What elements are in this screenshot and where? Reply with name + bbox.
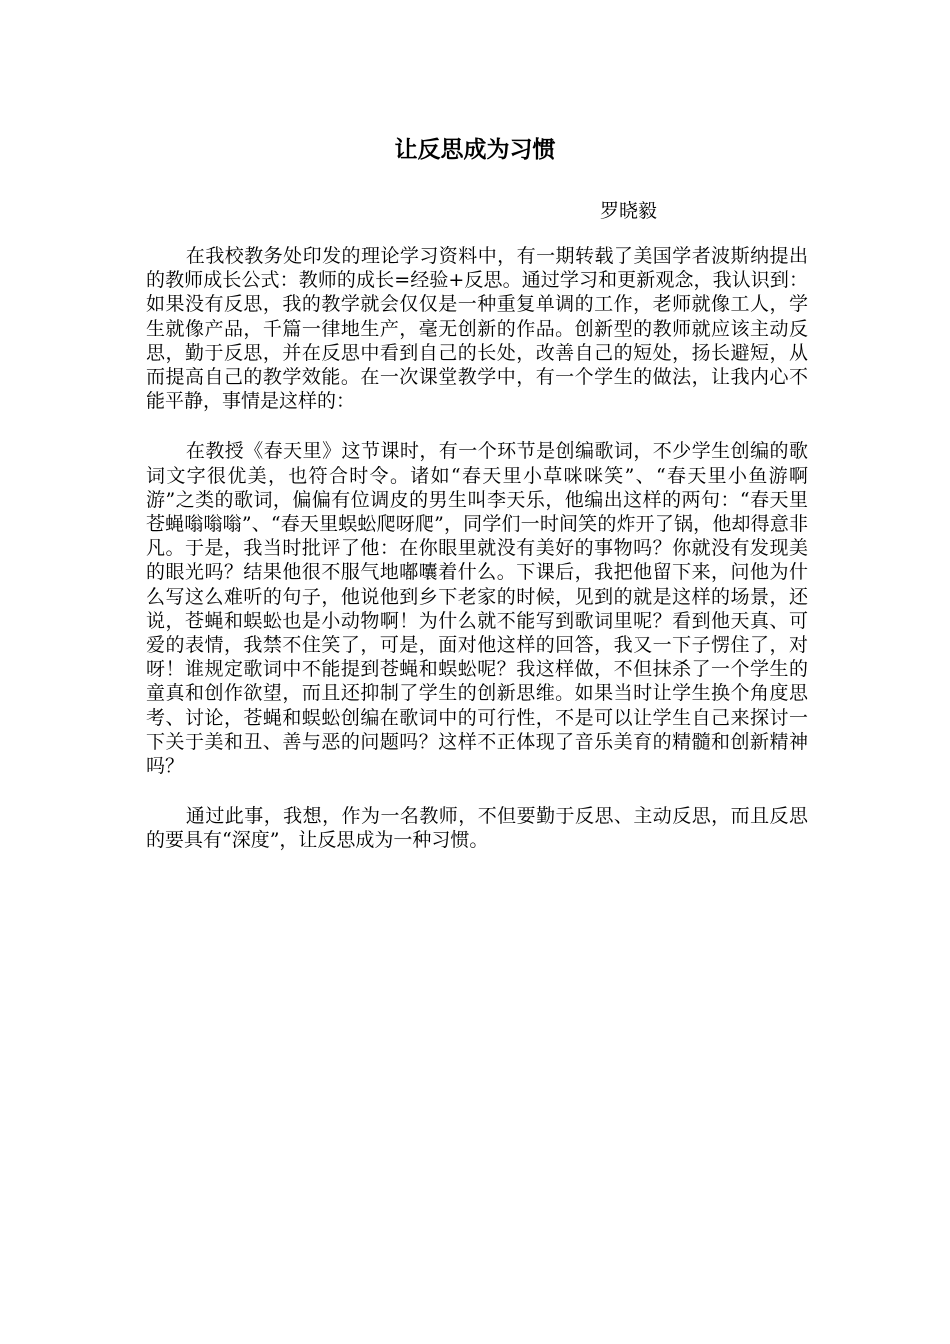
author-name: 罗晓毅 xyxy=(600,200,658,222)
document-body xyxy=(146,244,808,879)
document-title: 让反思成为习惯 xyxy=(394,137,556,163)
paragraph-intro: 在我校教务处印发的理论学习资料中，有一期转载了美国学者波斯纳提出的教师成长公式：教师的成长=经验+反思。通过学习和更新观念，我认识到：如果没有反思，我的教学就会仅仅是一种重复单调的工作，老师就像工人，学生就像产品，千篇一律地生产，毫无创新的作品。创新型的教师就应该主动反思，勤于反思，并在反思中看到自己的长处，改善自己的短处，扬长避短，从而提高自己的教学效能。在一次课堂教学中，有一个学生的做法，让我内心不能平静，事情是这样的： xyxy=(146,245,808,413)
paragraph-story: 在教授《春天里》这节课时，有一个环节是创编歌词，不少学生创编的歌词文字很优美，也符合时令。诸如“春天里小草咪咪笑”、“春天里小鱼游啊游”之类的歌词，偏偏有位调皮的男生叫李天乐，他编出这样的两句：“春天里苍蝇嗡嗡嗡”、“春天里蜈蚣爬呀爬”，同学们一时间笑的炸开了锅，他却得意非凡。于是，我当时批评了他：在你眼里就没有美好的事物吗？你就没有发现美的眼光吗？结果他很不服气地嘟囔着什么。下课后，我把他留下来，问他为什么写这么难听的句子，他说他到乡下老家的时候，见到的就是这样的场景，还说，苍蝇和蜈蚣也是小动物啊！为什么就不能写到歌词里呢？看到他天真、可爱的表情，我禁不住笑了，可是，面对他这样的回答，我又一下子愣住了，对呀！谁规定歌词中不能提到苍蝇和蜈蚣呢？我这样做，不但抹杀了一个学生的童真和创作欲望，而且还抑制了学生的创新思维。如果当时让学生换个角度思考、讨论，苍蝇和蜈蚣创编在歌词中的可行性，不是可以让学生自己来探讨一下关于美和丑、善与恶的问题吗？这样不正体现了音乐美育的精髓和创新精神吗？ xyxy=(146,440,808,778)
paragraph-conclusion: 通过此事，我想，作为一名教师，不但要勤于反思、主动反思，而且反思的要具有“深度”，让反思成为一种习惯。 xyxy=(146,805,808,852)
